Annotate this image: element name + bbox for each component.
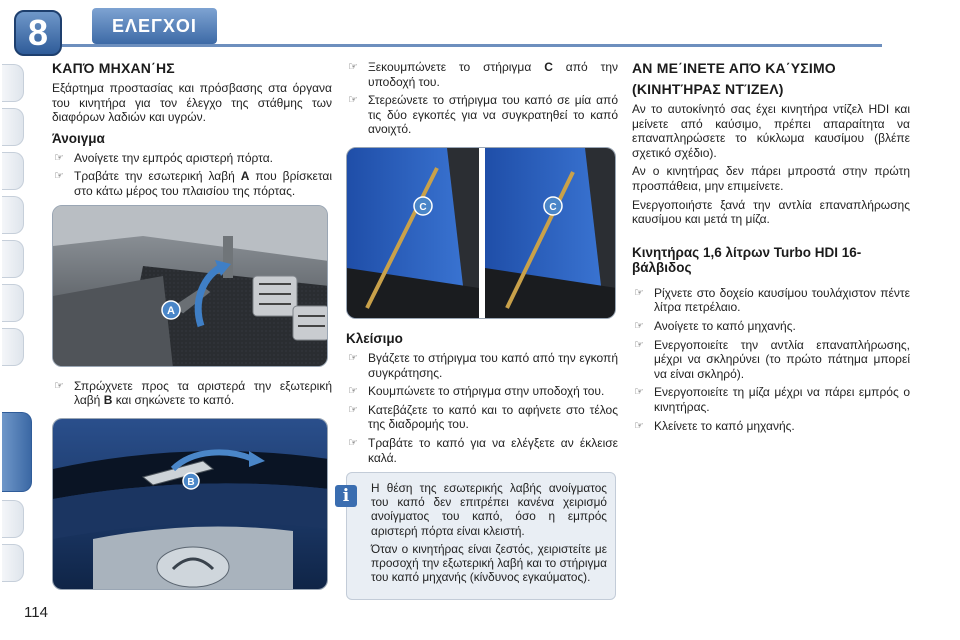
bullet-item: ☞ Ξεκουμπώνετε το στήριγμα C από την υποδοχή του. bbox=[348, 60, 618, 89]
hand-icon: ☞ bbox=[348, 385, 358, 398]
chapter-tab[interactable] bbox=[2, 196, 24, 234]
hand-icon: ☞ bbox=[634, 286, 644, 299]
bullet-item: ☞ Κουμπώνετε το στήριγμα στην υποδοχή του. bbox=[348, 384, 605, 399]
chapter-title: ΕΛΕΓΧΟΙ bbox=[92, 8, 217, 44]
hand-icon: ☞ bbox=[54, 170, 64, 183]
bullet-item: ☞ Ενεργοποιείτε την αντλία επαναπλήρωσης, μέχρι να σκληρύνει (το πρώτο πάτημα μπορεί να είναι σκληρό). bbox=[634, 337, 910, 381]
section-title-out-of-fuel: ΑΝ ΜΕ΄ΙΝΕΤΕ ΑΠΌ ΚΑ΄ΥΣΙΜΟ bbox=[632, 60, 836, 76]
hand-icon: ☞ bbox=[54, 151, 64, 164]
chapter-tab[interactable] bbox=[2, 500, 24, 538]
hand-icon: ☞ bbox=[634, 386, 644, 399]
bullet-item: ☞ Ανοίγετε το καπό μηχανής. bbox=[634, 318, 796, 333]
column-hood bbox=[52, 60, 332, 590]
bullet-item: ☞ Τραβάτε την εσωτερική λαβή A που βρίσκεται στο κάτω μέρος του πλαισίου της πόρτας. bbox=[54, 169, 333, 198]
hand-icon: ☞ bbox=[348, 436, 358, 449]
bullet-item: ☞ Σπρώχνετε προς τα αριστερά την εξωτερική λαβή B και σηκώνετε το καπό. bbox=[54, 378, 332, 408]
chapter-tab[interactable] bbox=[2, 152, 24, 190]
info-paragraph: Όταν ο κινητήρας είναι ζεστός, χειριστείτε με προσοχή την εξωτερική λαβή και το στήριγμα του καπό μηχανής (κίνδυνος εγκαύματος). bbox=[371, 541, 607, 585]
chapter-tab[interactable] bbox=[2, 108, 24, 146]
fuel-paragraph: Αν το αυτοκίνητό σας έχει κινητήρα ντίζελ HDI και μείνετε από καύσιμο, πρέπει απαραίτητα να επαναπληρώσετε το κύκλωμα καυσίμου (βλέπε σχετικό σχέδιο). bbox=[632, 102, 910, 160]
callout-label: C bbox=[419, 201, 427, 213]
hand-icon: ☞ bbox=[634, 338, 644, 351]
bullet-item: ☞ Κατεβάζετε το καπό και το αφήνετε στο τέλος της διαδρομής του. bbox=[348, 402, 618, 432]
chapter-tab[interactable] bbox=[2, 64, 24, 102]
info-note-box bbox=[342, 472, 616, 600]
callout-label: A bbox=[167, 304, 175, 317]
bullet-item: ☞ Ανοίγετε την εμπρός αριστερή πόρτα. bbox=[54, 150, 274, 165]
fuel-paragraph: Ενεργοποιήστε ξανά την αντλία επαναπλήρωσης καυσίμου και μετά τη μίζα. bbox=[632, 197, 910, 227]
chapter-tab[interactable] bbox=[2, 328, 24, 366]
section-title-hood: ΚΑΠΌ ΜΗΧΑΝ΄ΗΣ bbox=[52, 60, 175, 76]
chapter-tab[interactable] bbox=[2, 544, 24, 582]
column-fuel bbox=[632, 60, 910, 437]
page-number: 114 bbox=[24, 604, 48, 621]
bullet-item: ☞ Κλείνετε το καπό μηχανής. bbox=[634, 418, 795, 433]
photo-hood-stay bbox=[346, 147, 616, 319]
photo-exterior-release-handle bbox=[52, 418, 328, 590]
bullet-item: ☞ Ενεργοποιείτε τη μίζα μέχρι να πάρει εμπρός ο κινητήρας. bbox=[634, 385, 910, 414]
fuel-paragraph: Αν ο κινητήρας δεν πάρει μπροστά στην πρώτη προσπάθεια, μην επιμείνετε. bbox=[632, 164, 910, 193]
hand-icon: ☞ bbox=[348, 94, 358, 107]
bullet-item: ☞ Στερεώνετε το στήριγμα του καπό σε μία από τις δύο εγκοπές για να συγκρατηθεί το καπό ανοιχτό. bbox=[348, 93, 618, 137]
bullet-item: ☞ Βγάζετε το στήριγμα του καπό από την εγκοπή συγκράτησης. bbox=[348, 350, 618, 380]
column-hood-stay bbox=[346, 60, 618, 469]
chapter-tab-active[interactable] bbox=[2, 412, 32, 492]
bullet-item: ☞ Τραβάτε το καπό για να ελέγξετε αν έκλεισε καλά. bbox=[348, 435, 618, 465]
header-rule bbox=[62, 44, 882, 47]
callout-label: B bbox=[187, 476, 195, 488]
photo-interior-release-lever bbox=[52, 205, 328, 367]
chapter-tab[interactable] bbox=[2, 240, 24, 278]
section-title-engine: Κινητήρας 1,6 λίτρων Turbo HDI 16-βάλβιδος bbox=[632, 244, 862, 275]
hand-icon: ☞ bbox=[348, 61, 358, 73]
hood-intro: Εξάρτημα προστασίας και πρόσβασης στα όργανα του κινητήρα για τον έλεγχο της στάθμης των διαφόρων λαδιών και υγρών. bbox=[52, 81, 332, 125]
info-icon: i bbox=[335, 485, 357, 507]
callout-label: C bbox=[549, 201, 557, 213]
page-header bbox=[0, 0, 960, 56]
hand-icon: ☞ bbox=[348, 403, 358, 416]
section-subtitle-diesel: (ΚΙΝΗΤΉΡΑΣ ΝΤΊΖΕΛ) bbox=[632, 81, 784, 97]
info-paragraph: Η θέση της εσωτερικής λαβής ανοίγματος του καπό δεν επιτρέπει κανένα χειρισμό ανοίγματος του καπό, όσο η εμπρός αριστερή πόρτα είναι κλειστή. bbox=[371, 481, 607, 538]
hand-icon: ☞ bbox=[348, 351, 358, 364]
hand-icon: ☞ bbox=[54, 379, 64, 392]
chapter-number-badge: 8 bbox=[14, 10, 62, 56]
chapter-tab-rail bbox=[0, 56, 26, 616]
hand-icon: ☞ bbox=[634, 319, 644, 332]
section-title-closing: Κλείσιμο bbox=[346, 330, 403, 346]
section-title-opening: Άνοιγμα bbox=[52, 130, 105, 146]
hand-icon: ☞ bbox=[634, 419, 644, 432]
chapter-tab[interactable] bbox=[2, 284, 24, 322]
bullet-item: ☞ Ρίχνετε στο δοχείο καυσίμου τουλάχιστον πέντε λίτρα πετρέλαιο. bbox=[634, 285, 910, 315]
